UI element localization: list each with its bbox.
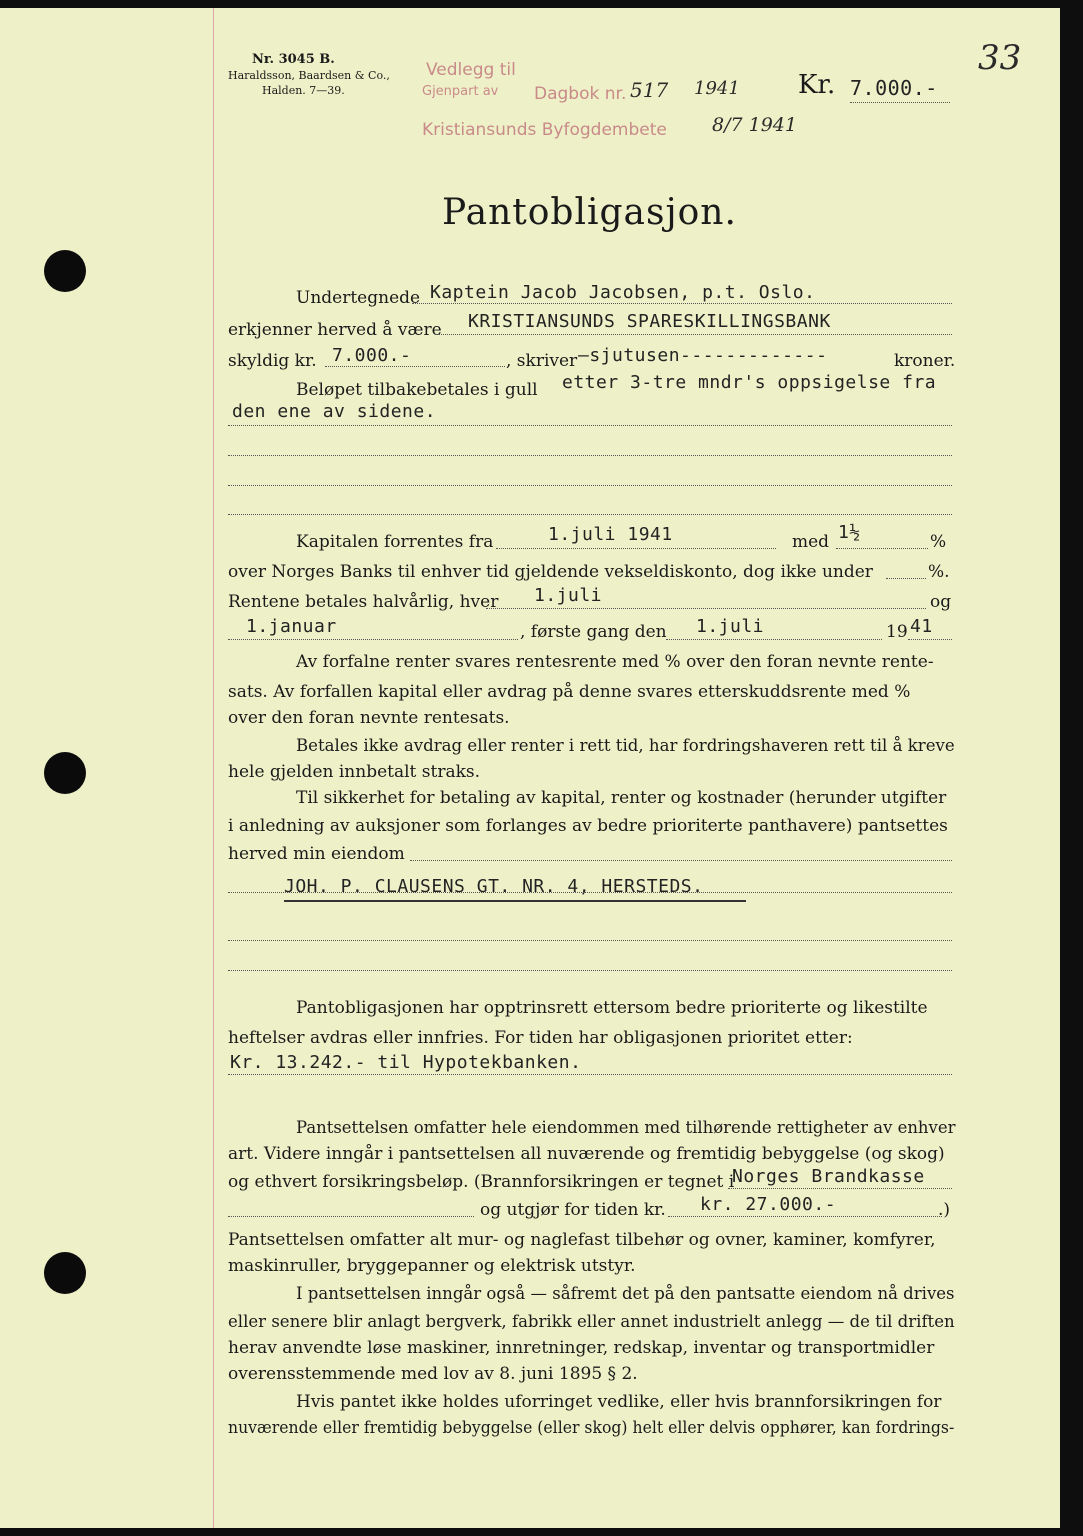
dotted-line bbox=[228, 455, 952, 456]
first-date: 1.juli bbox=[696, 616, 765, 637]
p8-line-2: nuværende eller fremtidig bebyggelse (eller skog) helt eller delvis opphører, kan fordrings- bbox=[228, 1418, 955, 1438]
property-underline bbox=[284, 900, 746, 902]
amount-dotline bbox=[850, 102, 950, 103]
dotted-line bbox=[668, 1216, 942, 1217]
p3-line-1: Til sikkerhet for betaling av kapital, renter og kostnader (herunder utgifter bbox=[296, 788, 947, 808]
skriver-value: —sjutusen------------- bbox=[578, 345, 828, 366]
percent-sign: % bbox=[930, 532, 947, 552]
dotted-line bbox=[228, 892, 952, 893]
p2-line-2: hele gjelden innbetalt straks. bbox=[228, 762, 481, 782]
undertegnede-label: Undertegnede bbox=[296, 288, 421, 308]
p6-line-2: maskinruller, bryggepanner og elektrisk utstyr. bbox=[228, 1256, 636, 1276]
rentene-label: Rentene betales halvårlig, hver bbox=[228, 592, 499, 612]
p7-line-3: herav anvendte løse maskiner, innretninger, redskap, inventar og transportmidler bbox=[228, 1338, 935, 1358]
p5-utgjor-label: og utgjør for tiden kr. bbox=[480, 1200, 666, 1220]
dotted-line bbox=[486, 608, 926, 609]
p4-line-1: Pantobligasjonen har opptrinsrett ettersom bedre prioriterte og likestilte bbox=[296, 998, 928, 1018]
erkjenner-label: erkjenner herved å være bbox=[228, 320, 442, 340]
dotted-line bbox=[228, 485, 952, 486]
margin-rule bbox=[213, 8, 214, 1528]
belopet-value-2: den ene av sidene. bbox=[232, 401, 437, 422]
page-number: 33 bbox=[978, 38, 1022, 78]
p5-line-3: og ethvert forsikringsbeløp. (Brannforsikringen er tegnet i bbox=[228, 1172, 735, 1192]
dotted-line bbox=[886, 578, 926, 579]
dotted-line bbox=[836, 548, 928, 549]
amount-label: Kr. bbox=[798, 70, 836, 100]
p1-line-1: Av forfalne renter svares rentesrente med % over den foran nevnte rente- bbox=[296, 652, 934, 672]
page-title: Pantobligasjon. bbox=[442, 192, 737, 233]
dotted-line bbox=[908, 639, 952, 640]
dotted-line bbox=[228, 639, 518, 640]
p8-line-1: Hvis pantet ikke holdes uforringet vedlike, eller hvis brannforsikringen for bbox=[296, 1392, 942, 1412]
dotted-line bbox=[728, 1188, 952, 1189]
dotted-line bbox=[228, 514, 952, 515]
interest-rate: 1½ bbox=[838, 522, 861, 543]
pay-date-1: 1.juli bbox=[534, 585, 603, 606]
stamp-vedlegg: Vedlegg til bbox=[426, 60, 516, 80]
dotted-line bbox=[228, 425, 952, 426]
skyldig-label: skyldig kr. bbox=[228, 351, 317, 371]
skyldig-value: 7.000.- bbox=[332, 345, 412, 366]
dotted-line bbox=[410, 860, 952, 861]
amount-value: 7.000.- bbox=[850, 76, 938, 100]
belopet-label: Beløpet tilbakebetales i gull bbox=[296, 380, 538, 400]
document-page bbox=[0, 8, 1060, 1528]
dotted-line bbox=[436, 334, 952, 335]
p6-line-1: Pantsettelsen omfatter alt mur- og naglefast tilbehør og ovner, kaminer, komfyrer, bbox=[228, 1230, 936, 1250]
printer-name: Haraldsson, Baardsen & Co., bbox=[228, 69, 390, 82]
pay-date-2: 1.januar bbox=[246, 616, 337, 637]
dotted-line bbox=[228, 940, 952, 941]
insured-amount: kr. 27.000.- bbox=[700, 1194, 837, 1215]
year-prefix: 19 bbox=[886, 622, 908, 642]
p1-line-2: sats. Av forfallen kapital eller avdrag på denne svares etterskuddsrente med % bbox=[228, 682, 911, 702]
p7-line-4: overensstemmende med lov av 8. juni 1895 § 2. bbox=[228, 1364, 638, 1384]
dotted-line bbox=[496, 548, 776, 549]
undertegnede-value: Kaptein Jacob Jacobsen, p.t. Oslo. bbox=[430, 282, 816, 303]
year-suffix: 41 bbox=[910, 616, 933, 637]
punch-hole bbox=[44, 250, 86, 292]
med-label: med bbox=[792, 532, 830, 552]
form-number: Nr. 3045 B. bbox=[252, 52, 335, 67]
p1-line-3: over den foran nevnte rentesats. bbox=[228, 708, 510, 728]
vekseldiskonto-text: over Norges Banks til enhver tid gjeldende vekseldiskonto, dog ikke under bbox=[228, 562, 873, 582]
dotted-line bbox=[666, 639, 882, 640]
stamp-gjenpart: Gjenpart av bbox=[422, 84, 499, 99]
creditor-value: KRISTIANSUNDS SPARESKILLINGSBANK bbox=[468, 311, 831, 332]
dotted-line bbox=[228, 970, 952, 971]
p3-line-2: i anledning av auksjoner som forlanges av bedre prioriterte panthavere) pantsettes bbox=[228, 816, 948, 836]
dagbok-number: 517 bbox=[630, 78, 669, 102]
percent-end: %. bbox=[928, 562, 950, 582]
belopet-value-1: etter 3-tre mndr's oppsigelse fra bbox=[562, 372, 937, 393]
insurer-value: Norges Brandkasse bbox=[732, 1166, 925, 1187]
punch-hole bbox=[44, 752, 86, 794]
herved-label: herved min eiendom bbox=[228, 844, 405, 864]
p2-line-1: Betales ikke avdrag eller renter i rett tid, har fordringshaveren rett til å kreve bbox=[296, 736, 955, 756]
interest-from-date: 1.juli 1941 bbox=[548, 524, 673, 545]
printer-place: Halden. 7—39. bbox=[262, 84, 345, 97]
property-value: JOH. P. CLAUSENS GT. NR. 4, HERSTEDS. bbox=[284, 876, 704, 897]
og-label: og bbox=[930, 592, 952, 612]
dotted-line bbox=[228, 1216, 474, 1217]
stamp-office: Kristiansunds Byfogdembete bbox=[422, 120, 667, 140]
skriver-label: , skriver bbox=[506, 351, 578, 371]
dotted-line bbox=[325, 366, 505, 367]
p4-line-2: heftelser avdras eller innfries. For tiden har obligasjonen prioritet etter: bbox=[228, 1028, 853, 1048]
interest-label: Kapitalen forrentes fra bbox=[296, 532, 494, 552]
dotted-line bbox=[228, 1074, 952, 1075]
kroner-label: kroner. bbox=[894, 351, 956, 371]
punch-hole bbox=[44, 1252, 86, 1294]
p5-line-2: art. Videre inngår i pantsettelsen all nuværende og fremtidig bebyggelse (og skog) bbox=[228, 1144, 945, 1164]
dotted-line bbox=[412, 303, 952, 304]
stamp-dagbok: Dagbok nr. bbox=[534, 84, 627, 104]
prior-value: Kr. 13.242.- til Hypotekbanken. bbox=[230, 1052, 582, 1073]
p5-line-1: Pantsettelsen omfatter hele eiendommen med tilhørende rettigheter av enhver bbox=[296, 1118, 956, 1138]
forste-gang-label: , første gang den bbox=[520, 622, 667, 642]
p7-line-1: I pantsettelsen inngår også — såfremt det på den pantsatte eiendom nå drives bbox=[296, 1284, 955, 1304]
stamp-date: 8/7 1941 bbox=[712, 114, 797, 136]
p7-line-2: eller senere blir anlagt bergverk, fabrikk eller annet industrielt anlegg — de til driften bbox=[228, 1312, 955, 1332]
p5-close: .) bbox=[938, 1200, 951, 1220]
dagbok-year: 1941 bbox=[694, 78, 740, 99]
